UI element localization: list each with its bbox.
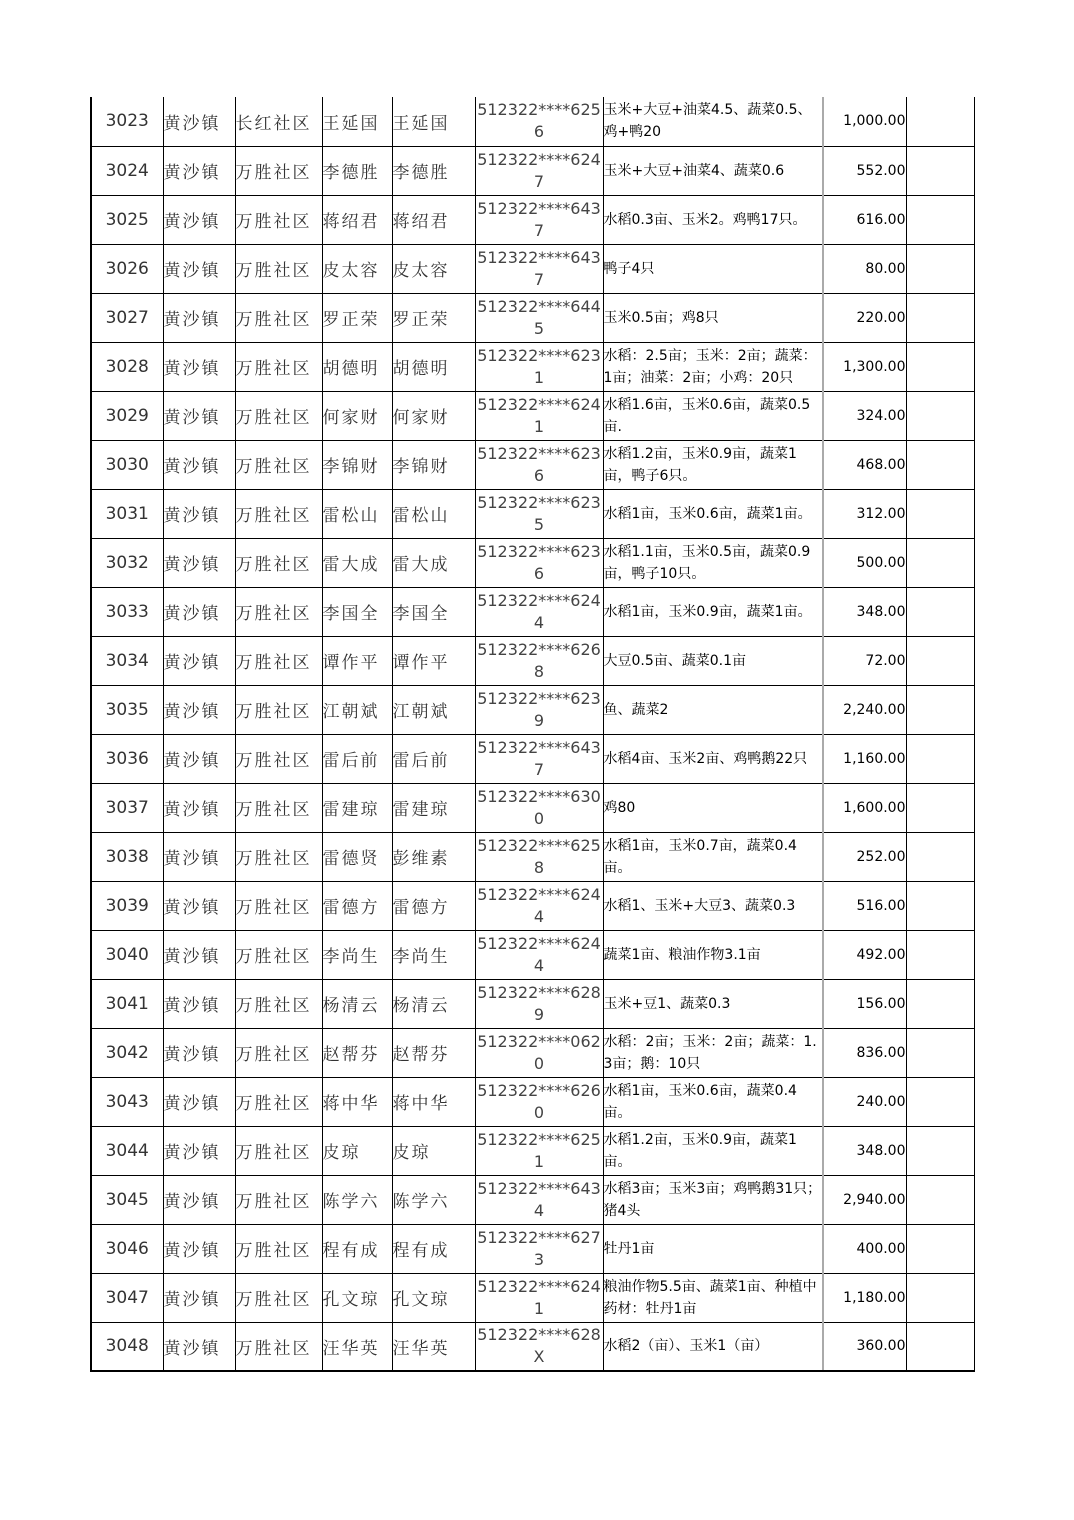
row-number-cell: 3040 [91, 930, 163, 979]
id-number-cell: 512322****6235 [475, 489, 603, 538]
table-row [91, 783, 974, 832]
payee-cell: 胡德明 [392, 342, 475, 391]
remarks-cell [906, 391, 974, 440]
remarks-cell [906, 1273, 974, 1322]
payee-cell: 雷松山 [392, 489, 475, 538]
amount-cell: 400.00 [823, 1224, 906, 1273]
id-number-cell: 512322****0620 [475, 1028, 603, 1077]
crop-description-cell [603, 195, 823, 244]
crop-text: 水稻1.2亩，玉米0.9亩，蔬菜1亩，鸭子6只。 [603, 445, 797, 484]
remarks-cell [906, 685, 974, 734]
id-number-cell: 512322****6236 [475, 440, 603, 489]
crop-description-cell [603, 1273, 823, 1322]
crop-text: 水稻1.6亩，玉米0.6亩，蔬菜0.5亩. [603, 396, 811, 435]
crop-text: 水稻：2亩；玉米：2亩；蔬菜：1.3亩；鹅：10只 [603, 1033, 817, 1072]
household-head-cell: 皮太容 [322, 244, 392, 293]
table-row [91, 1273, 974, 1322]
crop-text: 蔬菜1亩、粮油作物3.1亩 [603, 946, 761, 963]
town-cell: 黄沙镇 [163, 783, 235, 832]
community-cell: 万胜社区 [235, 783, 322, 832]
row-number-cell: 3036 [91, 734, 163, 783]
household-head-cell: 陈学六 [322, 1175, 392, 1224]
table-row [91, 685, 974, 734]
row-number-cell: 3041 [91, 979, 163, 1028]
row-number-cell: 3030 [91, 440, 163, 489]
town-cell: 黄沙镇 [163, 587, 235, 636]
town-cell: 黄沙镇 [163, 293, 235, 342]
community-cell: 万胜社区 [235, 391, 322, 440]
crop-description-cell [603, 293, 823, 342]
household-head-cell: 皮琼 [322, 1126, 392, 1175]
crop-description-cell [603, 1224, 823, 1273]
community-cell: 万胜社区 [235, 1273, 322, 1322]
payee-cell: 杨清云 [392, 979, 475, 1028]
household-head-cell: 汪华英 [322, 1322, 392, 1371]
id-number-cell: 512322****6289 [475, 979, 603, 1028]
table-row [91, 1322, 974, 1371]
household-head-cell: 程有成 [322, 1224, 392, 1273]
community-cell: 万胜社区 [235, 342, 322, 391]
row-number-cell: 3025 [91, 195, 163, 244]
community-cell: 万胜社区 [235, 1126, 322, 1175]
table-row [91, 1126, 974, 1175]
town-cell: 黄沙镇 [163, 538, 235, 587]
crop-description-cell [603, 979, 823, 1028]
table-row [91, 881, 974, 930]
household-head-cell: 雷后前 [322, 734, 392, 783]
household-head-cell: 蒋中华 [322, 1077, 392, 1126]
payee-cell: 赵帮芬 [392, 1028, 475, 1077]
table-row [91, 979, 974, 1028]
household-head-cell: 胡德明 [322, 342, 392, 391]
remarks-cell [906, 783, 974, 832]
community-cell: 万胜社区 [235, 1077, 322, 1126]
row-number-cell: 3034 [91, 636, 163, 685]
town-cell: 黄沙镇 [163, 685, 235, 734]
crop-text: 水稻：2.5亩；玉米：2亩；蔬菜：1亩；油菜：2亩；小鸡：20只 [603, 347, 817, 386]
remarks-cell [906, 1028, 974, 1077]
household-head-cell: 何家财 [322, 391, 392, 440]
row-number-cell: 3032 [91, 538, 163, 587]
row-number-cell: 3048 [91, 1322, 163, 1371]
table-row [91, 930, 974, 979]
payee-cell: 李锦财 [392, 440, 475, 489]
amount-cell: 2,940.00 [823, 1175, 906, 1224]
amount-cell: 324.00 [823, 391, 906, 440]
crop-description-cell [603, 489, 823, 538]
crop-description-cell [603, 391, 823, 440]
table-row [91, 391, 974, 440]
crop-description-cell [603, 1126, 823, 1175]
crop-description-cell [603, 930, 823, 979]
id-number-cell: 512322****6244 [475, 930, 603, 979]
id-number-cell: 512322****628X [475, 1322, 603, 1371]
crop-description-cell [603, 97, 823, 146]
household-head-cell: 李锦财 [322, 440, 392, 489]
amount-cell: 252.00 [823, 832, 906, 881]
household-head-cell: 雷松山 [322, 489, 392, 538]
table-row [91, 244, 974, 293]
crop-description-cell [603, 1322, 823, 1371]
id-number-cell: 512322****6434 [475, 1175, 603, 1224]
id-number-cell: 512322****6244 [475, 587, 603, 636]
community-cell: 万胜社区 [235, 1028, 322, 1077]
payee-cell: 程有成 [392, 1224, 475, 1273]
crop-description-cell [603, 587, 823, 636]
row-number-cell: 3029 [91, 391, 163, 440]
town-cell: 黄沙镇 [163, 342, 235, 391]
town-cell: 黄沙镇 [163, 1028, 235, 1077]
town-cell: 黄沙镇 [163, 1077, 235, 1126]
crop-description-cell [603, 1028, 823, 1077]
community-cell: 万胜社区 [235, 1175, 322, 1224]
crop-description-cell [603, 440, 823, 489]
remarks-cell [906, 342, 974, 391]
remarks-cell [906, 881, 974, 930]
table-row [91, 342, 974, 391]
crop-text: 水稻1、玉米+大豆3、蔬菜0.3 [603, 897, 796, 914]
remarks-cell [906, 146, 974, 195]
id-number-cell: 512322****6231 [475, 342, 603, 391]
remarks-cell [906, 1126, 974, 1175]
household-head-cell: 赵帮芬 [322, 1028, 392, 1077]
table-row [91, 636, 974, 685]
amount-cell: 616.00 [823, 195, 906, 244]
amount-cell: 1,300.00 [823, 342, 906, 391]
remarks-cell [906, 195, 974, 244]
crop-description-cell [603, 685, 823, 734]
row-number-cell: 3035 [91, 685, 163, 734]
town-cell: 黄沙镇 [163, 832, 235, 881]
community-cell: 万胜社区 [235, 685, 322, 734]
crop-description-cell [603, 832, 823, 881]
remarks-cell [906, 587, 974, 636]
town-cell: 黄沙镇 [163, 1126, 235, 1175]
amount-cell: 80.00 [823, 244, 906, 293]
town-cell: 黄沙镇 [163, 97, 235, 146]
row-number-cell: 3024 [91, 146, 163, 195]
household-head-cell: 谭作平 [322, 636, 392, 685]
remarks-cell [906, 832, 974, 881]
household-head-cell: 蒋绍君 [322, 195, 392, 244]
remarks-cell [906, 1175, 974, 1224]
row-number-cell: 3045 [91, 1175, 163, 1224]
town-cell: 黄沙镇 [163, 1175, 235, 1224]
row-number-cell: 3046 [91, 1224, 163, 1273]
crop-description-cell [603, 734, 823, 783]
town-cell: 黄沙镇 [163, 930, 235, 979]
payee-cell: 雷建琼 [392, 783, 475, 832]
community-cell: 万胜社区 [235, 979, 322, 1028]
community-cell: 万胜社区 [235, 636, 322, 685]
table-row [91, 734, 974, 783]
table-row [91, 146, 974, 195]
town-cell: 黄沙镇 [163, 734, 235, 783]
household-head-cell: 雷德贤 [322, 832, 392, 881]
table-row [91, 293, 974, 342]
crop-text: 玉米0.5亩；鸡8只 [603, 309, 719, 326]
payee-cell: 王延国 [392, 97, 475, 146]
id-number-cell: 512322****6239 [475, 685, 603, 734]
row-number-cell: 3044 [91, 1126, 163, 1175]
amount-cell: 836.00 [823, 1028, 906, 1077]
remarks-cell [906, 440, 974, 489]
household-head-cell: 李国全 [322, 587, 392, 636]
subsidy-roster-table [90, 97, 975, 1372]
household-head-cell: 李德胜 [322, 146, 392, 195]
crop-text: 水稻1.2亩，玉米0.9亩，蔬菜1亩。 [603, 1131, 797, 1170]
payee-cell: 雷德方 [392, 881, 475, 930]
community-cell: 万胜社区 [235, 293, 322, 342]
id-number-cell: 512322****6258 [475, 832, 603, 881]
remarks-cell [906, 489, 974, 538]
crop-description-cell [603, 1175, 823, 1224]
town-cell: 黄沙镇 [163, 1224, 235, 1273]
crop-text: 鸡80 [603, 799, 636, 816]
household-head-cell: 李尚生 [322, 930, 392, 979]
amount-cell: 348.00 [823, 587, 906, 636]
roster-body [91, 97, 974, 1371]
household-head-cell: 孔文琼 [322, 1273, 392, 1322]
remarks-cell [906, 930, 974, 979]
payee-cell: 罗正荣 [392, 293, 475, 342]
amount-cell: 500.00 [823, 538, 906, 587]
row-number-cell: 3027 [91, 293, 163, 342]
table-row [91, 97, 974, 146]
table-row [91, 1175, 974, 1224]
payee-cell: 李德胜 [392, 146, 475, 195]
id-number-cell: 512322****6445 [475, 293, 603, 342]
amount-cell: 312.00 [823, 489, 906, 538]
community-cell: 万胜社区 [235, 538, 322, 587]
crop-text: 水稻1亩，玉米0.6亩，蔬菜1亩。 [603, 505, 812, 522]
remarks-cell [906, 636, 974, 685]
remarks-cell [906, 538, 974, 587]
amount-cell: 1,180.00 [823, 1273, 906, 1322]
amount-cell: 516.00 [823, 881, 906, 930]
household-head-cell: 王延国 [322, 97, 392, 146]
town-cell: 黄沙镇 [163, 146, 235, 195]
crop-text: 水稻0.3亩、玉米2。鸡鸭17只。 [603, 211, 807, 228]
household-head-cell: 江朝斌 [322, 685, 392, 734]
town-cell: 黄沙镇 [163, 391, 235, 440]
amount-cell: 1,600.00 [823, 783, 906, 832]
community-cell: 万胜社区 [235, 440, 322, 489]
id-number-cell: 512322****6260 [475, 1077, 603, 1126]
amount-cell: 348.00 [823, 1126, 906, 1175]
payee-cell: 李尚生 [392, 930, 475, 979]
remarks-cell [906, 1077, 974, 1126]
id-number-cell: 512322****6247 [475, 146, 603, 195]
payee-cell: 谭作平 [392, 636, 475, 685]
table-row [91, 1028, 974, 1077]
community-cell: 万胜社区 [235, 1322, 322, 1371]
row-number-cell: 3043 [91, 1077, 163, 1126]
payee-cell: 江朝斌 [392, 685, 475, 734]
crop-description-cell [603, 146, 823, 195]
crop-text: 玉米+大豆+油菜4、蔬菜0.6 [603, 162, 785, 179]
crop-text: 鸭子4只 [603, 260, 655, 277]
row-number-cell: 3039 [91, 881, 163, 930]
id-number-cell: 512322****6437 [475, 244, 603, 293]
id-number-cell: 512322****6300 [475, 783, 603, 832]
row-number-cell: 3033 [91, 587, 163, 636]
table-row [91, 832, 974, 881]
row-number-cell: 3031 [91, 489, 163, 538]
town-cell: 黄沙镇 [163, 489, 235, 538]
crop-text: 水稻1亩，玉米0.7亩，蔬菜0.4亩。 [603, 837, 797, 876]
crop-description-cell [603, 538, 823, 587]
table-row [91, 1224, 974, 1273]
household-head-cell: 罗正荣 [322, 293, 392, 342]
household-head-cell: 杨清云 [322, 979, 392, 1028]
amount-cell: 220.00 [823, 293, 906, 342]
amount-cell: 72.00 [823, 636, 906, 685]
crop-text: 大豆0.5亩、蔬菜0.1亩 [603, 652, 747, 669]
row-number-cell: 3037 [91, 783, 163, 832]
row-number-cell: 3042 [91, 1028, 163, 1077]
id-number-cell: 512322****6437 [475, 734, 603, 783]
table-row [91, 489, 974, 538]
crop-text: 水稻1亩，玉米0.9亩，蔬菜1亩。 [603, 603, 812, 620]
crop-text: 玉米+大豆+油菜4.5、蔬菜0.5、鸡+鸭20 [603, 102, 812, 141]
community-cell: 万胜社区 [235, 146, 322, 195]
community-cell: 万胜社区 [235, 489, 322, 538]
crop-text: 水稻1.1亩，玉米0.5亩，蔬菜0.9亩，鸭子10只。 [603, 543, 811, 582]
table-row [91, 538, 974, 587]
id-number-cell: 512322****6437 [475, 195, 603, 244]
payee-cell: 陈学六 [392, 1175, 475, 1224]
crop-description-cell [603, 342, 823, 391]
id-number-cell: 512322****6268 [475, 636, 603, 685]
community-cell: 万胜社区 [235, 881, 322, 930]
payee-cell: 蒋中华 [392, 1077, 475, 1126]
remarks-cell [906, 1224, 974, 1273]
town-cell: 黄沙镇 [163, 440, 235, 489]
town-cell: 黄沙镇 [163, 195, 235, 244]
crop-text: 水稻3亩；玉米3亩；鸡鸭鹅31只；猪4头 [603, 1180, 822, 1219]
id-number-cell: 512322****6244 [475, 881, 603, 930]
row-number-cell: 3038 [91, 832, 163, 881]
crop-description-cell [603, 783, 823, 832]
remarks-cell [906, 293, 974, 342]
town-cell: 黄沙镇 [163, 244, 235, 293]
crop-text: 鱼、蔬菜2 [603, 701, 669, 718]
payee-cell: 雷大成 [392, 538, 475, 587]
payee-cell: 孔文琼 [392, 1273, 475, 1322]
crop-text: 水稻2（亩）、玉米1（亩） [603, 1338, 769, 1355]
community-cell: 万胜社区 [235, 1224, 322, 1273]
community-cell: 万胜社区 [235, 734, 322, 783]
table-row [91, 195, 974, 244]
remarks-cell [906, 244, 974, 293]
amount-cell: 360.00 [823, 1322, 906, 1371]
id-number-cell: 512322****6273 [475, 1224, 603, 1273]
amount-cell: 468.00 [823, 440, 906, 489]
amount-cell: 1,160.00 [823, 734, 906, 783]
town-cell: 黄沙镇 [163, 636, 235, 685]
town-cell: 黄沙镇 [163, 1322, 235, 1371]
id-number-cell: 512322****6251 [475, 1126, 603, 1175]
community-cell: 万胜社区 [235, 244, 322, 293]
id-number-cell: 512322****6236 [475, 538, 603, 587]
payee-cell: 何家财 [392, 391, 475, 440]
remarks-cell [906, 1322, 974, 1371]
payee-cell: 李国全 [392, 587, 475, 636]
amount-cell: 1,000.00 [823, 97, 906, 146]
id-number-cell: 512322****6241 [475, 1273, 603, 1322]
amount-cell: 552.00 [823, 146, 906, 195]
community-cell: 万胜社区 [235, 195, 322, 244]
amount-cell: 240.00 [823, 1077, 906, 1126]
household-head-cell: 雷大成 [322, 538, 392, 587]
row-number-cell: 3047 [91, 1273, 163, 1322]
remarks-cell [906, 979, 974, 1028]
payee-cell: 皮太容 [392, 244, 475, 293]
crop-text: 水稻4亩、玉米2亩、鸡鸭鹅22只 [603, 750, 808, 767]
row-number-cell: 3028 [91, 342, 163, 391]
table-row [91, 1077, 974, 1126]
amount-cell: 156.00 [823, 979, 906, 1028]
town-cell: 黄沙镇 [163, 881, 235, 930]
crop-text: 牡丹1亩 [603, 1240, 655, 1257]
id-number-cell: 512322****6241 [475, 391, 603, 440]
row-number-cell: 3023 [91, 97, 163, 146]
household-head-cell: 雷德方 [322, 881, 392, 930]
community-cell: 万胜社区 [235, 832, 322, 881]
amount-cell: 2,240.00 [823, 685, 906, 734]
row-number-cell: 3026 [91, 244, 163, 293]
crop-description-cell [603, 881, 823, 930]
crop-description-cell [603, 636, 823, 685]
payee-cell: 蒋绍君 [392, 195, 475, 244]
id-number-cell: 512322****6256 [475, 97, 603, 146]
remarks-cell [906, 734, 974, 783]
community-cell: 长红社区 [235, 97, 322, 146]
community-cell: 万胜社区 [235, 930, 322, 979]
crop-description-cell [603, 244, 823, 293]
payee-cell: 雷后前 [392, 734, 475, 783]
table-row [91, 587, 974, 636]
crop-text: 水稻1亩，玉米0.6亩，蔬菜0.4亩。 [603, 1082, 797, 1121]
crop-description-cell [603, 1077, 823, 1126]
community-cell: 万胜社区 [235, 587, 322, 636]
town-cell: 黄沙镇 [163, 1273, 235, 1322]
crop-text: 粮油作物5.5亩、蔬菜1亩、种植中药材：牡丹1亩 [603, 1278, 817, 1317]
remarks-cell [906, 97, 974, 146]
payee-cell: 皮琼 [392, 1126, 475, 1175]
crop-text: 玉米+豆1、蔬菜0.3 [603, 995, 731, 1012]
payee-cell: 汪华英 [392, 1322, 475, 1371]
table-row [91, 440, 974, 489]
town-cell: 黄沙镇 [163, 979, 235, 1028]
payee-cell: 彭维素 [392, 832, 475, 881]
amount-cell: 492.00 [823, 930, 906, 979]
household-head-cell: 雷建琼 [322, 783, 392, 832]
